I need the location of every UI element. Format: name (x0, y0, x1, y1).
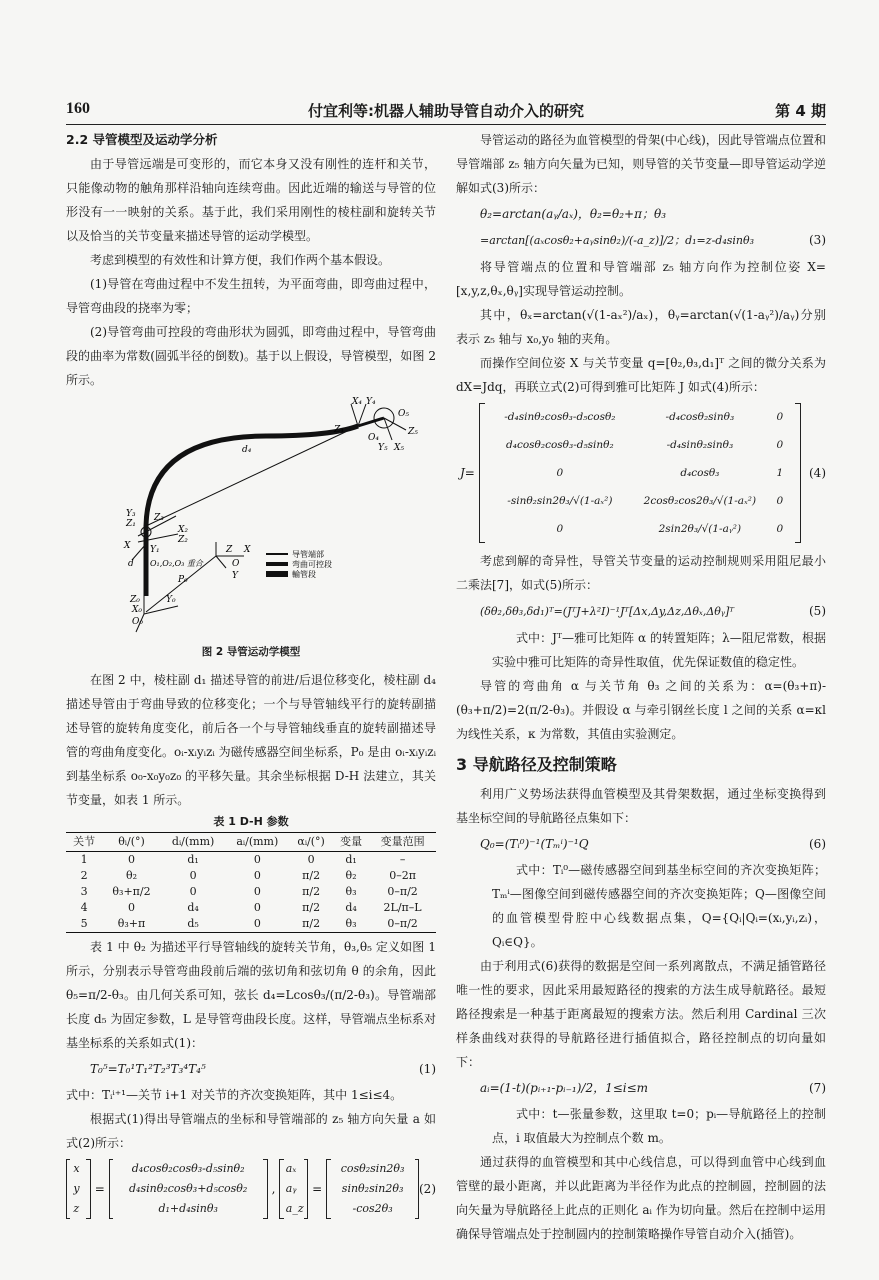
matrix-entry: x (73, 1162, 80, 1175)
table-row (66, 852, 436, 869)
fig-label: O (232, 559, 240, 569)
matrix-entry: y (73, 1182, 80, 1195)
figure-caption: 图 2 导管运动学模型 (201, 646, 301, 658)
fig-label: Z₁ (126, 519, 136, 529)
fig-label: X₅ (394, 443, 405, 453)
catheter-kinematic-diagram (66, 396, 436, 638)
paragraph: 由于利用式(6)获得的数据是空间一系列离散点，不满足插管路径唯一性的要求，因此采用最短路径的搜索的方法生成导航路径。最短路径搜索是一种基于距离最短的搜索方法。然后利用 Cardinal 三次样条曲线对获得的导航路径进行插值拟合，路径控制点的切向量如下： (456, 959, 826, 1069)
table-cell: θ₃+π/2 (112, 885, 151, 898)
jacobian-entry: 2cosθ₂cos2θ₃/√(1-aₓ²) (643, 495, 757, 507)
fig-label: Z₃ (154, 513, 164, 523)
table-row (66, 900, 436, 916)
table-cell: π/2 (302, 869, 321, 882)
column-header: 变量 (333, 833, 369, 852)
equation-number: (7) (809, 1081, 826, 1095)
paragraph: 导管运动的路径为血管模型的骨架(中心线)，因此导管端点位置和导管端部 z₅ 轴方向矢量为已知，则导管的关节变量—即导管运动学逆解如式(3)所示： (456, 133, 826, 195)
table-cell: 0 (253, 885, 261, 898)
paragraph: 表 1 中 θ₂ 为描述平行导管轴线的旋转关节角，θ₃,θ₅ 定义如图 1 所示，分别表示导管弯曲段前后端的弦切角和弦切角 θ 的余角，因此 θ₅=π/2-θ₃。由几何关系可知，弦长 d₄=Lcosθ₃/(π/2-θ₃)。导管端部长度 d₅ 为固定参数，L 是导管弯曲段长度。这样，导管端点坐标系对基坐标系的关系如式(1)： (66, 940, 436, 1050)
fig-label: Y₁ (150, 545, 160, 555)
table-cell: 0 (253, 901, 261, 914)
jacobian-entry: 2sin2θ₃/√(1-aᵧ²) (658, 523, 742, 535)
equation-body: (δθ₂,δθ₃,δd₁)ᵀ=(JᵀJ+λ²I)⁻¹Jᵀ[Δx,Δy,Δz,Δθₓ,Δθᵧ]ᵀ (480, 605, 734, 618)
definition: 式中：Jᵀ—雅可比矩阵 α 的转置矩阵；λ—阻尼常数，根据实验中雅可比矩阵的奇异性取值，优先保证数值的稳定性。 (492, 631, 826, 669)
paragraph: (2)导管弯曲可控段的弯曲形状为圆弧，即弯曲过程中，导管弯曲段的曲率为常数(圆弧半径的倒数)。基于以上假设，导管模型，如图 2 所示。 (66, 325, 436, 387)
jacobian-entry: 0 (776, 523, 784, 535)
equation-number: (3) (809, 233, 826, 247)
jacobian-entry: -sinθ₂sin2θ₃/√(1-aₓ²) (507, 495, 613, 507)
matrix-entry: d₄cosθ₂cosθ₃-d₅sinθ₂ (131, 1162, 245, 1175)
column-header: dᵢ/(mm) (161, 833, 226, 852)
matrix-entry: -cos2θ₃ (352, 1202, 393, 1215)
equation-3b (456, 228, 826, 253)
table-cell: 0–2π (389, 869, 416, 882)
table-cell: 0–π/2 (387, 885, 418, 898)
definition: 式中：t—张量参数，这里取 t=0；pᵢ—导航路径上的控制点，i 取值最大为控制点个数 m。 (492, 1107, 826, 1145)
table-cell: d₄ (345, 901, 357, 914)
table-cell: 3 (80, 885, 88, 898)
paragraph: 而操作空间位姿 X 与关节变量 q=[θ₂,θ₃,d₁]ᵀ 之间的微分关系为 dX=Jdq，再联立式(2)可得到雅可比矩阵 J 如式(4)所示： (456, 356, 826, 394)
jacobian-entry: 0 (556, 467, 564, 479)
fig-label: Z₅ (408, 427, 418, 437)
table-cell: 0 (225, 916, 289, 933)
table-row (66, 916, 436, 933)
equation-3a (456, 202, 826, 226)
fig-label: O₅ (398, 409, 409, 419)
fig-label: X (124, 541, 131, 551)
legend-tip: 导管端部 (292, 550, 324, 559)
fig-label: d (128, 559, 134, 569)
table-cell: 2 (80, 869, 88, 882)
jacobian-entry: d₄cosθ₂cosθ₃-d₅sinθ₂ (506, 439, 614, 451)
definition: 式中：Tᵢ⁰—磁传感器空间到基坐标空间的齐次变换矩阵；Tₘⁱ—图像空间到磁传感器空间的齐次变换矩阵；Q—图像空间的血管模型骨腔中心线数据点集，Q={Qᵢ|Qᵢ=(xᵢ,yᵢ,zᵢ)，Qᵢ∈Q}。 (492, 863, 826, 949)
equation-6 (456, 832, 826, 856)
fig-label: Y₃ (126, 509, 136, 519)
fig-label: Z (226, 545, 233, 555)
fig-label: P₀ (178, 575, 188, 585)
running-header (66, 100, 826, 125)
jacobian-entry: d₄cosθ₃ (680, 467, 720, 479)
matrix-entry: cosθ₂sin2θ₃ (340, 1162, 405, 1175)
column-header: 变量范围 (369, 833, 436, 852)
matrix-entry: d₁+d₄sinθ₃ (158, 1202, 218, 1215)
paragraph: 在图 2 中，棱柱副 d₁ 描述导管的前进/后退位移变化，棱柱副 d₄ 描述导管由于弯曲导致的位移变化；一个与导管轴线平行的旋转副描述导管的旋转角度变化，前后各一个与导管轴线垂直的旋转副描述导管的弯曲角度变化。oᵢ-xᵢyᵢzᵢ 为磁传感器空间坐标系，P₀ 是由 oᵢ-xᵢyᵢzᵢ 到基坐标系 o₀-x₀y₀z₀ 的平移矢量。其余坐标根据 D-H 法建立，其关节变量，如表 1 所示。 (66, 673, 436, 807)
fig-label: Y₄ (366, 397, 376, 407)
column-header: αᵢ/(°) (289, 833, 333, 852)
table-cell: 2L/π–L (383, 901, 422, 914)
fig-label: Y (232, 571, 238, 581)
paragraph: 由于导管远端是可变形的，而它本身又没有刚性的连杆和关节，只能像动物的触角那样沿轴向连续弯曲。因此近端的输送与导管的位形没有一一映射的关系。基于此，我们采用刚性的棱柱副和旋转关节以及恰当的关节变量来描述导管的运动学模型。 (66, 157, 436, 243)
table-cell: 5 (66, 916, 102, 933)
table-cell: θ₃ (345, 885, 357, 898)
equation-body: T₀⁵=T₀¹T₁²T₂³T₃⁴T₄⁵ (90, 1062, 206, 1076)
equation-body: aᵢ=(1-t)(pᵢ₊₁-pᵢ₋₁)/2，1≤i≤m (480, 1081, 649, 1095)
table-cell: 0 (253, 869, 261, 882)
table-cell: 0–π/2 (369, 916, 436, 933)
equation-4-jacobian (456, 403, 826, 543)
fig-label: O₄ (368, 433, 379, 443)
dh-table (66, 832, 436, 933)
table-cell: 4 (80, 901, 88, 914)
fig-label: X₂ (178, 525, 189, 535)
paragraph: 将导管端点的位置和导管端部 z₅ 轴方向作为控制位姿 X=[x,y,z,θₓ,θᵧ]实现导管运动控制。 (456, 260, 826, 298)
right-column (456, 128, 826, 1246)
equation-2: x y z = d₄cosθ₂cosθ₃-d₅sinθ₂ d₄sinθ₂cosθ₃+d₅cosθ₂ d₁+d₄sinθ₃ , aₓ aᵧ a_z = cosθ₂sin2θ₃ sinθ₂sin2θ₃ -cos2θ₃ (2) (66, 1159, 436, 1219)
table-cell: 0 (307, 853, 315, 866)
fig-label: O₁,O₂,O₃ 重合 (150, 559, 203, 568)
jacobian-entry: -d₄sinθ₂cosθ₃-d₅cosθ₂ (504, 411, 616, 423)
jacobian-entry: 1 (776, 467, 784, 479)
paragraph: 考虑到解的奇异性，导管关节变量的运动控制规则采用阻尼最小二乘法[7]，如式(5)所示： (456, 554, 826, 592)
paragraph: 其中，θₓ=arctan(√(1-aₓ²)/aₓ)，θᵧ=arctan(√(1-aᵧ²)/aᵧ)分别表示 z₅ 轴与 x₀,y₀ 轴的夹角。 (456, 308, 826, 346)
equation-7 (456, 1076, 826, 1100)
equation-number: (4) (809, 466, 826, 480)
table-cell: θ₂ (345, 869, 357, 882)
matrix-entry: d₄sinθ₂cosθ₃+d₅cosθ₂ (129, 1182, 248, 1195)
running-title: 付宜利等:机器人辅助导管自动介入的研究 (307, 102, 584, 120)
table-cell: π/2 (302, 901, 321, 914)
paragraph: 根据式(1)得出导管端点的坐标和导管端部的 z₅ 轴方向矢量 a 如式(2)所示： (66, 1112, 436, 1150)
table-cell: d₁ (345, 853, 357, 866)
fig-label: X₄ (352, 397, 363, 407)
jacobian-entry: 0 (556, 523, 564, 535)
fig-label: Y₀ (166, 595, 176, 605)
paragraph: 通过获得的血管模型和其中心线信息，可以得到血管中心线到血管壁的最小距离，并以此距离为半径作为此点的控制圆，控制圆的法向矢量为导航路径上此点的正则化 aᵢ 作为切向量。然后在控制中运用确保导管端点处于控制圆内的控制策略操作导管自动介入(插管)。 (456, 1155, 826, 1241)
table-cell: 0 (189, 885, 197, 898)
legend-bend: 弯曲可控段 (292, 560, 332, 569)
matrix-entry: z (73, 1202, 80, 1215)
equation-number: (1) (419, 1062, 436, 1076)
fig-label: X (244, 545, 251, 555)
table-cell: θ₂ (125, 869, 138, 882)
fig-label: X₀ (132, 605, 143, 615)
jacobian-entry: 0 (776, 495, 784, 507)
page-number: 160 (66, 100, 90, 117)
equation-1 (66, 1057, 436, 1081)
matrix-entry: sinθ₂sin2θ₃ (341, 1182, 404, 1195)
jacobian-entry: -d₄cosθ₂sinθ₃ (665, 411, 735, 423)
left-column (66, 128, 436, 1223)
table-header-row (66, 833, 436, 852)
column-header: 关节 (66, 833, 102, 852)
fig-label: d₄ (242, 445, 252, 455)
section-title-3: 3 导航路径及控制策略 (456, 755, 617, 774)
fig-label: Z₂ (178, 535, 188, 545)
figure-2 (66, 396, 436, 638)
table-cell: π/2 (302, 885, 321, 898)
legend-feed: 輸管段 (292, 570, 316, 579)
table-cell: d₅ (161, 916, 226, 933)
paragraph: 考虑到模型的有效性和计算方便，我们作两个基本假设。 (90, 253, 391, 267)
equation-body: Q₀=(Tᵢ⁰)⁻¹(Tₘⁱ)⁻¹Q (480, 837, 589, 851)
table-cell: θ₃ (333, 916, 369, 933)
issue-label: 第 4 期 (775, 102, 826, 120)
jacobian-entry: 0 (776, 439, 784, 451)
table-cell: θ₃+π (102, 916, 161, 933)
table-cell: d₄ (187, 901, 199, 914)
paragraph: 利用广义势场法获得血管模型及其骨架数据，通过坐标变换得到基坐标空间的导航路径点集如下： (456, 787, 826, 825)
equation-number: (6) (809, 837, 826, 851)
table-cell: 0 (253, 853, 261, 866)
equation-body: =arctan[(aₓcosθ₂+aᵧsinθ₂)/(-a_z)]/2；d₁=z-d₄sinθ₃ (480, 234, 755, 247)
fig-label: Y₅ (378, 443, 388, 453)
matrix-entry: a_z (285, 1202, 304, 1215)
column-header: θᵢ/(°) (102, 833, 161, 852)
paragraph: 导管的弯曲角 α 与关节角 θ₃ 之间的关系为：α=(θ₃+π)-(θ₃+π/2)=2(π/2-θ₃)。并假设 α 与牵引钢丝长度 l 之间的关系 α=κl 为线性关系，κ 为常数，其值由实验测定。 (456, 679, 826, 741)
paragraph: (1)导管在弯曲过程中不发生扭转，为平面弯曲，即弯曲过程中，导管弯曲段的挠率为零； (66, 277, 436, 315)
jacobian-entry: 0 (776, 411, 784, 423)
matrix-entry: aₓ (285, 1162, 297, 1175)
table-row (66, 884, 436, 900)
equation-number: (5) (809, 604, 826, 618)
table-cell: 0 (189, 869, 197, 882)
fig-label: O₀ (132, 617, 143, 627)
jacobian-entry: -d₄sinθ₂sinθ₃ (666, 439, 734, 451)
table-cell: 1 (80, 853, 88, 866)
equation-5 (456, 599, 826, 624)
equation-body: θ₂=arctan(aᵧ/aₓ)，θ₂=θ₂+π；θ₃ (480, 207, 667, 221)
jacobian-label: J= (460, 466, 475, 480)
table-cell: 0 (128, 901, 135, 914)
table-row (66, 868, 436, 884)
matrix-entry: aᵧ (285, 1182, 297, 1195)
paragraph: 式中：Tᵢⁱ⁺¹—关节 i+1 对关节的齐次变换矩阵，其中 1≤i≤4。 (66, 1088, 403, 1102)
table-cell: 0 (128, 853, 135, 866)
table-caption: 表 1 D-H 参数 (213, 815, 289, 828)
table-cell: π/2 (289, 916, 333, 933)
column-header: aᵢ/(mm) (225, 833, 289, 852)
section-title-2-2: 2.2 导管模型及运动学分析 (66, 132, 218, 147)
table-cell: – (399, 853, 406, 866)
table-cell: d₁ (187, 853, 199, 866)
fig-label: Z₄ (334, 425, 344, 435)
fig-label: Z₀ (130, 595, 140, 605)
equation-number: (2) (419, 1182, 436, 1196)
